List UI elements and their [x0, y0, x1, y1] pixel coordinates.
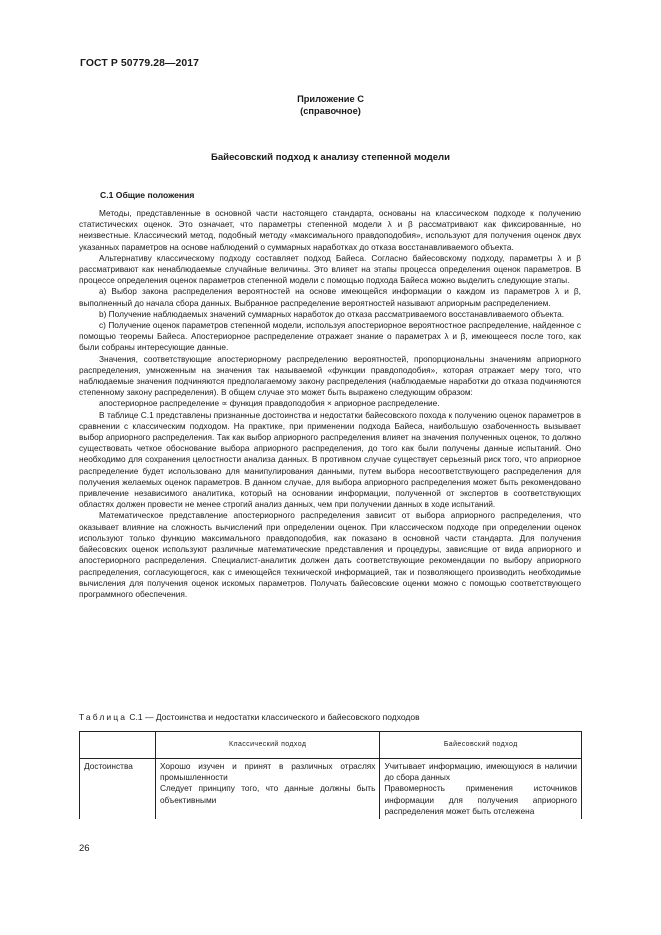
cell-line: Правомерность применения источников информации для получения априорного распределения может быть отслежена: [384, 783, 577, 816]
comparison-table: [79, 731, 582, 819]
paragraph: Методы, представленные в основной части настоящего стандарта, основаны на классическом подходе к получению статистических оценок. Это означает, что параметры степенной модели λ и β рассматривают как фиксированные, но неизвестные. Классический метод, подобный методу «максимального правдоподобия», используют для получения оценок двух указанных параметров на основе наблюдений о суммарных наработках до отказа восстанавливаемого объекта.: [79, 208, 581, 252]
document-title: Байесовский подход к анализу степенной модели: [210, 152, 451, 163]
cell-line: Учитывает информацию, имеющуюся в наличии до сбора данных: [384, 761, 577, 783]
row-label: Достоинства: [80, 759, 156, 820]
table-header-row: [80, 732, 582, 759]
annex-title: Приложение С: [297, 94, 364, 104]
table-caption: [79, 712, 420, 722]
classical-cell: [155, 759, 380, 820]
section-heading: С.1 Общие положения: [100, 190, 195, 200]
table-row: [80, 759, 582, 820]
paragraph: а) Выбор закона распределения вероятностей на основе имеющейся информации о каждом из параметров λ и β, выполненный до начала сбора данных. Выбранное распределение вероятностей называют априорным распределением.: [79, 286, 581, 308]
standard-designation: ГОСТ Р 50779.28—2017: [80, 58, 199, 69]
cell-line: Следует принципу того, что данные должны быть объективными: [159, 783, 376, 805]
table-caption-text: С.1 — Достоинства и недостатки классического и байесовского подходов: [127, 712, 420, 722]
page-number: 26: [79, 843, 90, 854]
table-header-bayesian: Байесовский подход: [380, 732, 582, 759]
bayesian-cell: [380, 759, 582, 820]
table-header-classical: Классический подход: [155, 732, 380, 759]
paragraph: b) Получение наблюдаемых значений суммарных наработок до отказа рассматриваемого восстанавливаемого объекта.: [99, 308, 565, 319]
paragraph: Математическое представление апостериорного распределения зависит от выбора априорного распределения, что оказывает влияние на сложность вычислений при определении оценок. При классическом подходе при определении оценок используют только функцию максимального правдоподобия, как показано в основной части стандарта. Для получения байесовских оценок используют различные математические представления и процедуры, зависящие от вида априорного и апостериорного распределения. Специалист-аналитик должен дать соответствующие рекомендации по выбору априорного распределения, согласующегося, как с имеющейся технической информацией, так и позволяющего производить необходимые вычисления для получения оценок искомых параметров. Получать байесовские оценки можно с помощью соответствующего программного обеспечения.: [79, 510, 581, 599]
table-header-empty: [80, 732, 156, 759]
paragraph: c) Получение оценок параметров степенной модели, используя апостериорное вероятностное распределение, найденное с помощью теоремы Байеса. Апостериорное распределение отражает знание о параметрах λ и β, имеющееся после того, как были собраны интересующие данные.: [79, 320, 581, 353]
formula-line: апостериорное распределение ∝ функция правдоподобия × априорное распределение.: [99, 398, 440, 409]
paragraph: В таблице С.1 представлены признанные достоинства и недостатки байесовского похода к получению оценок параметров в сравнении с классическим подходом. На практике, при применении подхода Байеса, наибольшую озабоченность вызывает выбор априорного распределения. Так как выбор априорного распределения влияет на значения полученных оценок, то должно существовать четкое обоснование выбора априорного распределения, до того как были получены данные испытаний. Оно необходимо для сохранения целостности анализа данных. В противном случае существует серьезный риск того, что априорное распределение будет использовано для манипулирования данными, путем выбора несоответствующего распределения для получения желаемых оценок параметров. В данном случае, для выбора априорного распределения может быть рекомендовано привлечение независимого аналитика, который на основании информации, полученной от экспертов в соответствующих областях должен провести не менее строгий анализ данных, чем при получении данных в ходе испытаний.: [79, 409, 581, 510]
body-text: [79, 208, 581, 600]
table-caption-prefix: Таблица: [79, 712, 128, 722]
cell-line: Хорошо изучен и принят в различных отраслях промышленности: [159, 761, 376, 783]
annex-heading: [0, 93, 661, 117]
paragraph: Альтернативу классическому подходу составляет подход Байеса. Согласно байесовскому подходу, параметры λ и β рассматривают как ненаблюдаемые случайные величины. Это влияет на этапы процесса определения оценок параметров. В процессе определения оценок параметров степенной модели с помощью подхода Байеса можно выделить следующие этапы.: [79, 252, 581, 286]
paragraph: Значения, соответствующие апостериорному распределению вероятностей, пропорциональны значениям априорного распределения, умноженным на значения так называемой «функции правдоподобия», которая отражает меру того, что наблюдаемые значения подчиняются предполагаемому закону распределения (наблюдаемые наработки до отказа подчиняются степенному закону распределения). В общем случае это может быть выражено следующим образом:: [79, 353, 581, 398]
annex-note: (справочное): [300, 106, 361, 116]
